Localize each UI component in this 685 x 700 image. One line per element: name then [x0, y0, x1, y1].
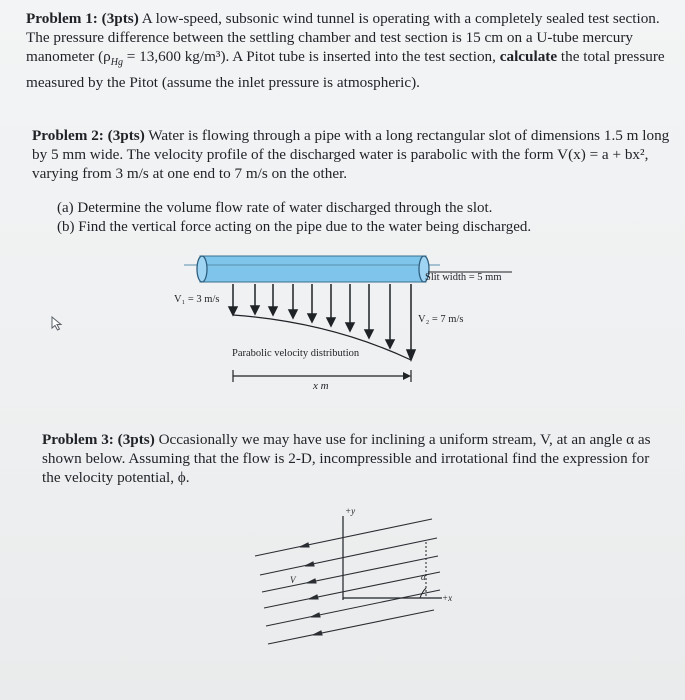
- problem-1-text-b: = 13,600 kg/m³). A Pitot tube is inserted into the test section,: [122, 48, 496, 66]
- problem-1-text-c: the total pressure measured by the Pitot (assume the inlet pressure is atmospheric).: [26, 48, 665, 91]
- streamlines: [255, 519, 440, 644]
- problem-3-text: Occasionally we may have use for inclining a uniform stream, V, at an angle α as shown below. Assuming that the flow is 2-D, incompressible and irrotational find the expression for the velocity potential, ϕ.: [42, 431, 651, 487]
- problem-2-part-a: (a) Determine the volume flow rate of water discharged through the slot.: [57, 200, 493, 216]
- alpha-label: α: [421, 572, 426, 582]
- problem-2-part-b: (b) Find the vertical force acting on the pipe due to the water being discharged.: [57, 219, 532, 235]
- x-dimension-label: x m: [313, 380, 329, 392]
- problem-2-heading: Problem 2: (3pts): [32, 127, 145, 144]
- profile-label: Parabolic velocity distribution: [232, 348, 360, 359]
- v1-label: V₁ = 3 m/s: [174, 294, 220, 305]
- calculate-word: calculate: [499, 48, 558, 66]
- problem-3-heading: Problem 3: (3pts): [42, 431, 155, 448]
- problem-1-heading: Problem 1: (3pts): [26, 10, 139, 27]
- y-axis-label: +y: [345, 506, 356, 516]
- problem-1-text-a: A low-speed, subsonic wind tunnel is operating with a completely sealed test section. The pressure difference between the settling chamber and test section is 15 cm on a U-tube mercury manometer (ρ: [26, 10, 660, 66]
- v2-label: V₂ = 7 m/s: [418, 314, 464, 325]
- rho-subscript: Hg: [110, 57, 123, 69]
- problem-2-text: Water is flowing through a pipe with a long rectangular slot of dimensions 1.5 m long by 5 mm wide. The velocity profile of the discharged water is parabolic with the form V(x) = a + bx², varying from 3 m/s at one end to 7 m/s on the other.: [32, 127, 670, 183]
- v-label: V: [290, 575, 296, 585]
- slit-width-label: Slit width = 5 mm: [425, 272, 502, 283]
- x-axis-label: +x: [442, 593, 453, 603]
